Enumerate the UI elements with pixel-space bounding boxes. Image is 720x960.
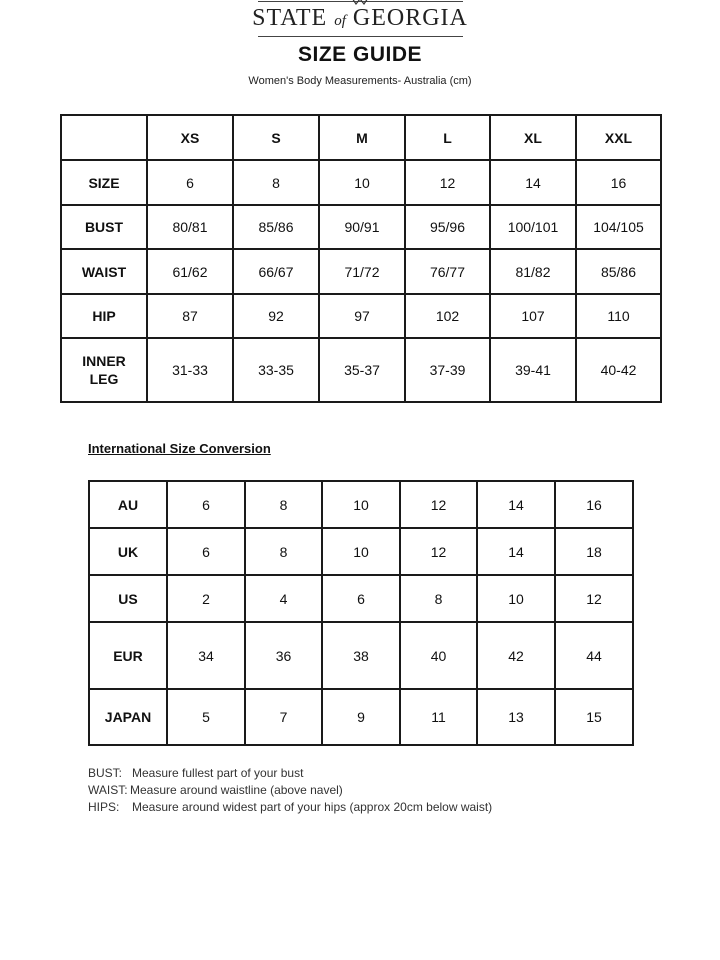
column-header: S — [233, 115, 319, 160]
table-cell: 37-39 — [405, 338, 490, 402]
table-row — [89, 481, 633, 528]
row-header: HIP — [61, 294, 147, 338]
table-cell: 80/81 — [147, 205, 233, 249]
logo-word-georgia: GEORGIA — [352, 5, 468, 31]
table-cell: 5 — [167, 689, 245, 745]
table-cell: 9 — [322, 689, 400, 745]
measurement-notes — [88, 765, 492, 816]
row-header: SIZE — [61, 160, 147, 205]
note-text: Measure around widest part of your hips (approx 20cm below waist) — [132, 800, 493, 814]
note-term: BUST: — [88, 766, 123, 780]
logo-word-state: STATE — [252, 5, 328, 31]
table-cell: 16 — [555, 481, 633, 528]
table-cell: 36 — [245, 622, 322, 689]
table-cell: 34 — [167, 622, 245, 689]
table-cell: 6 — [322, 575, 400, 622]
table-cell: 14 — [477, 528, 555, 575]
table-cell: 110 — [576, 294, 661, 338]
table-cell: 66/67 — [233, 249, 319, 294]
table-cell: 8 — [245, 481, 322, 528]
table-row — [89, 528, 633, 575]
table-row — [61, 249, 661, 294]
table-cell: 8 — [233, 160, 319, 205]
table-cell: 39-41 — [490, 338, 576, 402]
table-cell: 6 — [167, 528, 245, 575]
table-cell: 15 — [555, 689, 633, 745]
column-header: XXL — [576, 115, 661, 160]
table-cell: 6 — [167, 481, 245, 528]
table-row — [61, 338, 661, 402]
column-header: M — [319, 115, 405, 160]
table-row — [61, 205, 661, 249]
table-row — [89, 575, 633, 622]
table-cell: 2 — [167, 575, 245, 622]
table-cell: 104/105 — [576, 205, 661, 249]
column-header: XL — [490, 115, 576, 160]
table-cell: 10 — [322, 481, 400, 528]
table-cell: 87 — [147, 294, 233, 338]
table-cell: 90/91 — [319, 205, 405, 249]
table-cell: 35-37 — [319, 338, 405, 402]
page-subtitle: Women's Body Measurements- Australia (cm) — [248, 75, 472, 87]
row-header — [61, 338, 147, 402]
row-header: WAIST — [61, 249, 147, 294]
column-header: L — [405, 115, 490, 160]
table-cell: 10 — [477, 575, 555, 622]
table-cell: 44 — [555, 622, 633, 689]
table-cell: 107 — [490, 294, 576, 338]
table-cell: 11 — [400, 689, 477, 745]
row-header-line: LEG — [89, 371, 119, 387]
table-cell: 7 — [245, 689, 322, 745]
table-cell: 100/101 — [490, 205, 576, 249]
table-cell: 61/62 — [147, 249, 233, 294]
table-cell: 12 — [400, 481, 477, 528]
row-header: JAPAN — [89, 689, 167, 745]
table-row — [89, 689, 633, 745]
table-cell: 8 — [400, 575, 477, 622]
table-row — [89, 622, 633, 689]
table-cell: 42 — [477, 622, 555, 689]
table-cell: 102 — [405, 294, 490, 338]
table-cell: 40-42 — [576, 338, 661, 402]
row-header: AU — [89, 481, 167, 528]
row-header: BUST — [61, 205, 147, 249]
table-row — [61, 160, 661, 205]
table-header-row — [61, 115, 661, 160]
table-cell: 85/86 — [233, 205, 319, 249]
table-cell: 92 — [233, 294, 319, 338]
table-cell: 10 — [322, 528, 400, 575]
table-cell: 16 — [576, 160, 661, 205]
note-bust — [88, 765, 492, 782]
table-cell: 71/72 — [319, 249, 405, 294]
table-cell: 33-35 — [233, 338, 319, 402]
row-header: UK — [89, 528, 167, 575]
table-cell: 40 — [400, 622, 477, 689]
note-term: HIPS: — [88, 800, 120, 814]
table-cell: 12 — [405, 160, 490, 205]
note-waist — [88, 782, 492, 799]
row-header: US — [89, 575, 167, 622]
note-hips — [88, 799, 492, 816]
table-cell: 95/96 — [405, 205, 490, 249]
table-cell: 12 — [555, 575, 633, 622]
table-row — [61, 294, 661, 338]
column-header — [61, 115, 147, 160]
table-cell: 13 — [477, 689, 555, 745]
logo-wordmark — [0, 5, 720, 32]
table-cell: 76/77 — [405, 249, 490, 294]
table-cell: 4 — [245, 575, 322, 622]
table-cell: 81/82 — [490, 249, 576, 294]
page-title: SIZE GUIDE — [297, 43, 423, 66]
table-cell: 31-33 — [147, 338, 233, 402]
table-cell: 12 — [400, 528, 477, 575]
row-header: EUR — [89, 622, 167, 689]
conversion-table — [88, 480, 634, 746]
note-text: Measure around waistline (above navel) — [130, 783, 343, 797]
table-cell: 38 — [322, 622, 400, 689]
column-header: XS — [147, 115, 233, 160]
table-cell: 14 — [477, 481, 555, 528]
note-term: WAIST: — [88, 783, 128, 797]
table-cell: 8 — [245, 528, 322, 575]
row-header-line: INNER — [82, 353, 126, 369]
table-cell: 14 — [490, 160, 576, 205]
note-text: Measure fullest part of your bust — [132, 766, 304, 780]
section-heading: International Size Conversion — [88, 441, 271, 456]
logo-word-of: of — [334, 13, 346, 29]
table-cell: 6 — [147, 160, 233, 205]
measurements-table — [60, 114, 662, 403]
table-cell: 85/86 — [576, 249, 661, 294]
table-cell: 18 — [555, 528, 633, 575]
table-cell: 97 — [319, 294, 405, 338]
table-cell: 10 — [319, 160, 405, 205]
logo-bottom-rule — [258, 36, 463, 37]
